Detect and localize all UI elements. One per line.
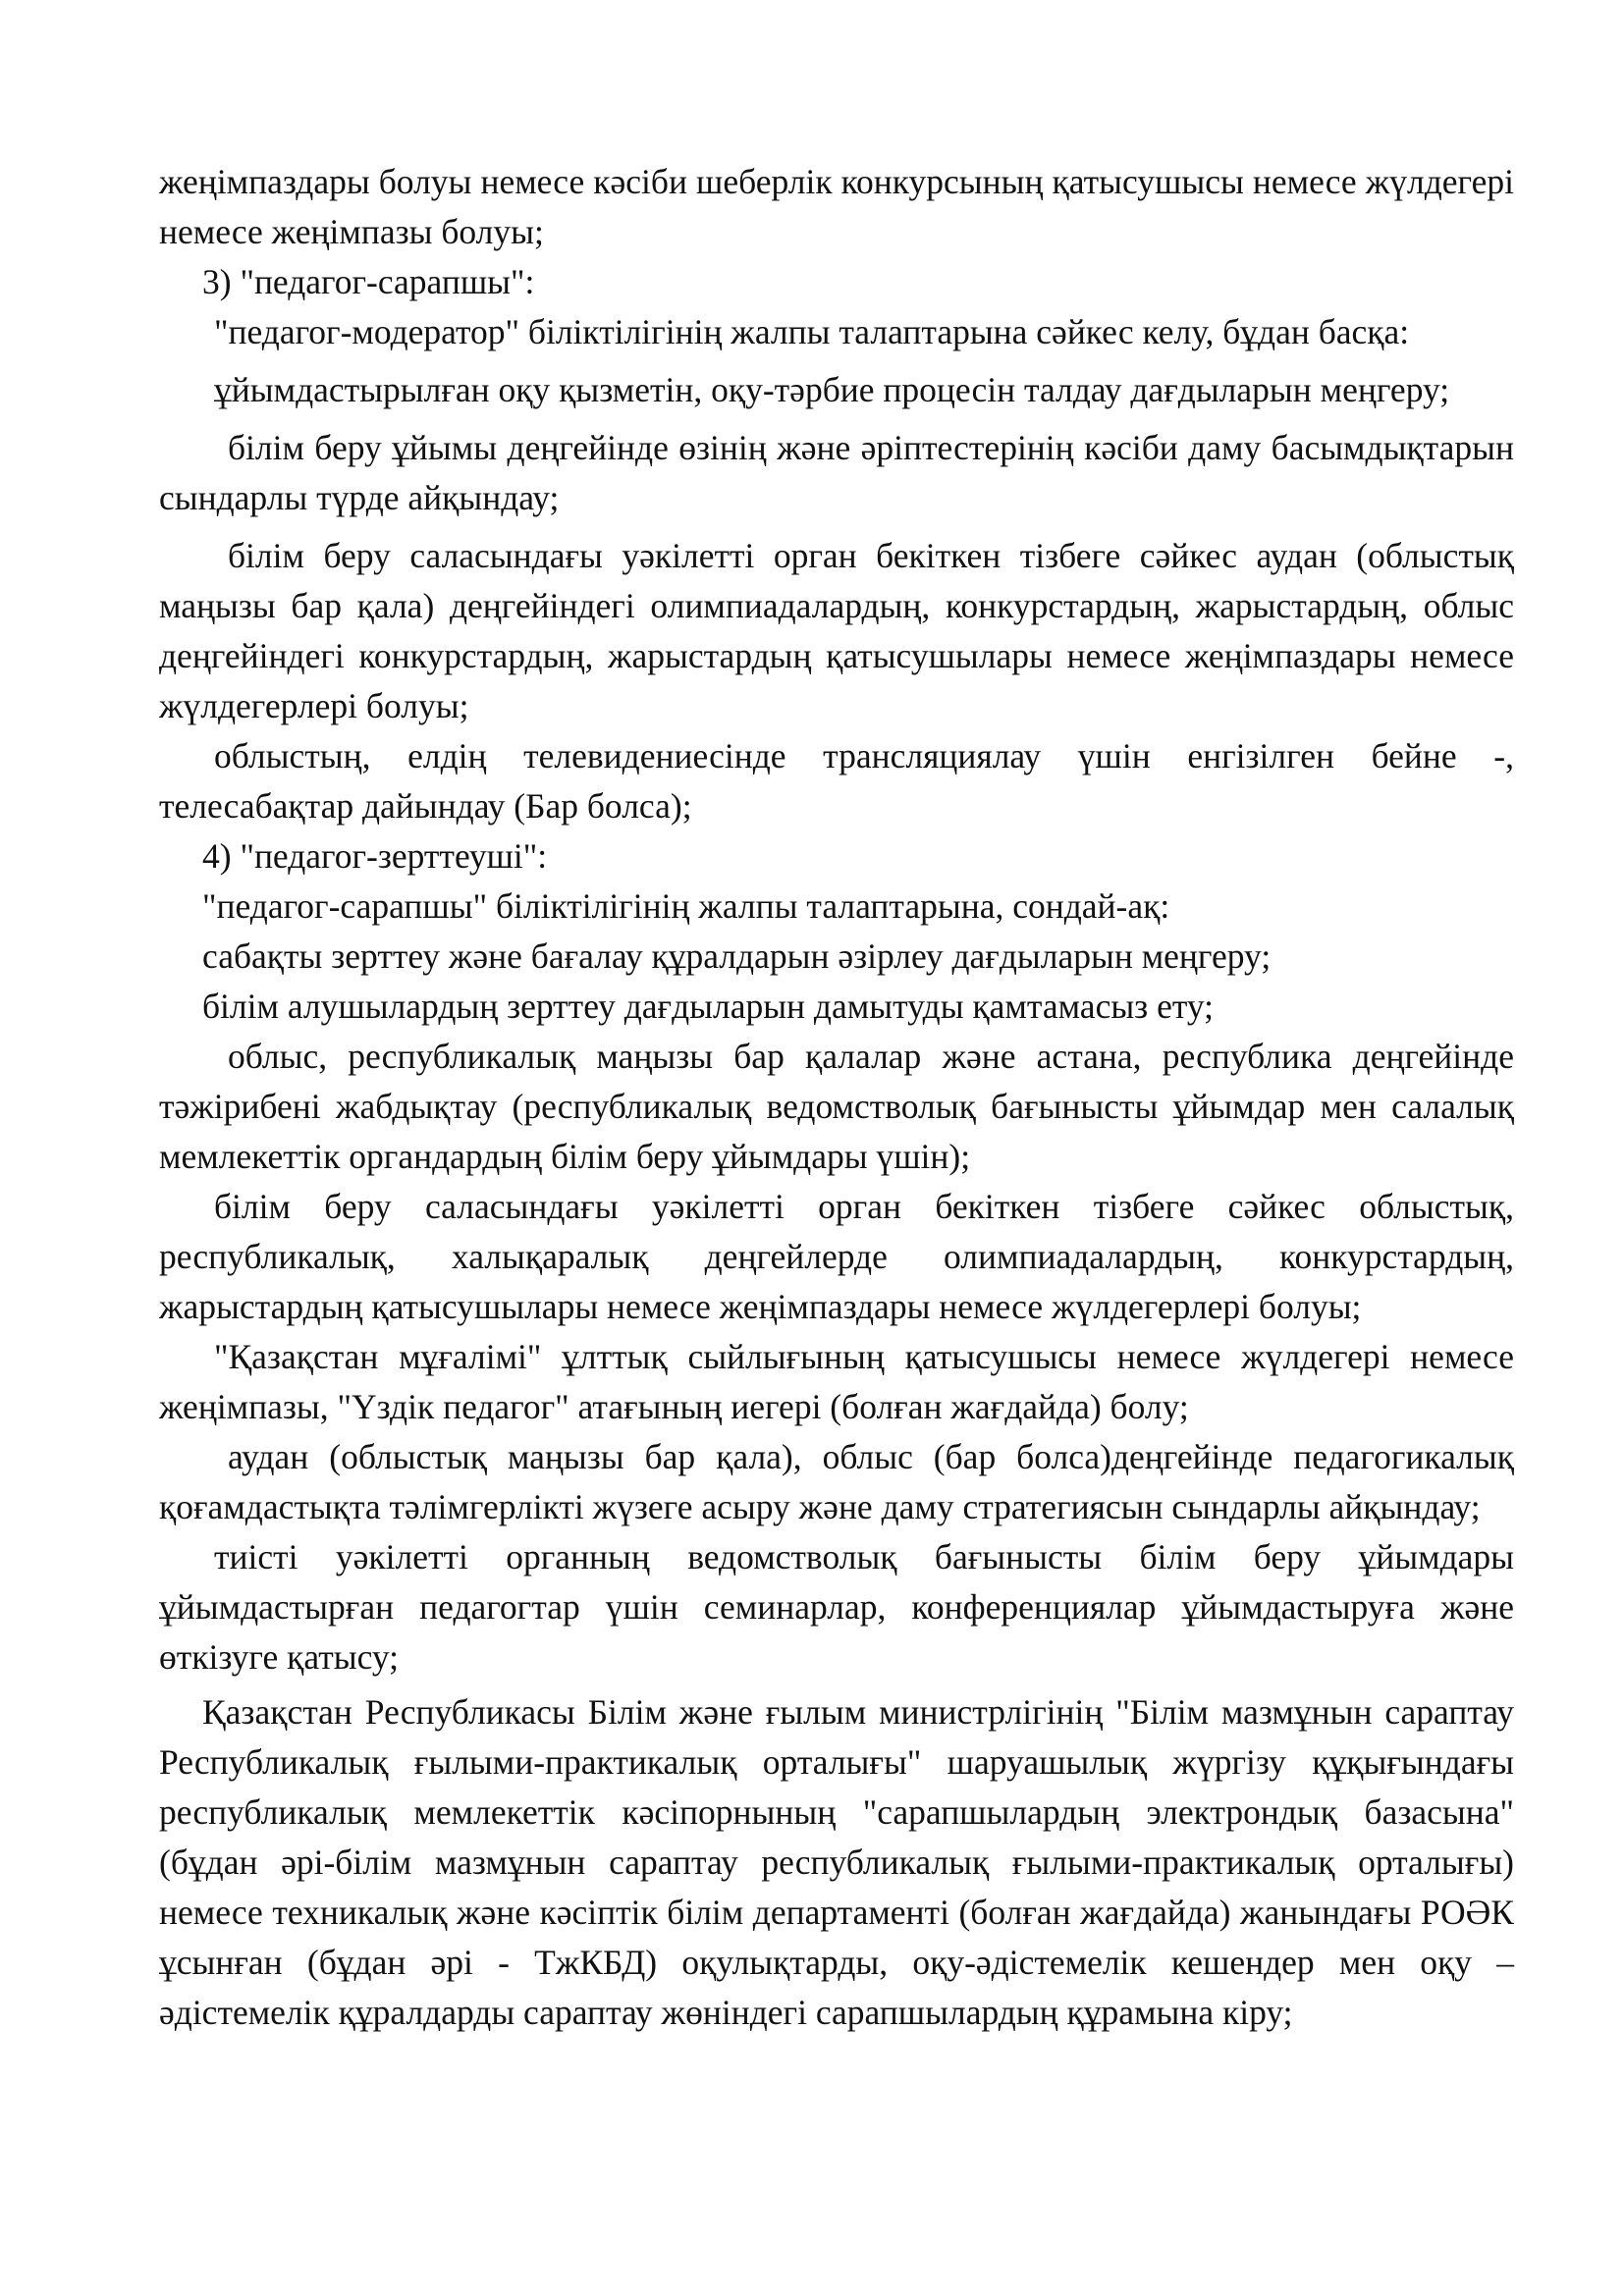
paragraph-15: аудан (облыстық маңызы бар қала), облыс (бар болса)деңгейінде педагогикалық қоғамдастықта тәлімгерлікті жүзеге асыру және даму стратегиясын сындарлы айқындау; [159, 1437, 1514, 1526]
paragraph-11: білім алушылардың зерттеу дағдыларын дамытуды қамтамасыз ету; [202, 987, 1215, 1026]
paragraph-14: "Қазақстан мұғалімі" ұлттық сыйлығының қатысушысы немесе жүлдегері немесе жеңімпазы, "Үздік педагог" атағының иегері (болған жағдайда) болу; [159, 1337, 1514, 1426]
paragraph-6: білім беру саласындағы уәкілетті орган бекіткен тізбеге сәйкес аудан (облыстық маңызы бар қала) деңгейіндегі олимпиадалардың, конкурстардың, жарыстардың, облыс деңгейіндегі конкурстардың, жарыстардың қатысушылары немесе жеңімпаздары немесе жүлдегерлері болуы; [159, 536, 1514, 725]
paragraph-17: Қазақстан Республикасы Білім және ғылым министрлігінің "Білім мазмұнын сараптау Республикалық ғылыми-практикалық орталығы" шаруашылық жүргізу құқығындағы республикалық мемлекеттік кәсіпорнының "сарапшылардың электрондық базасына" (бұдан әрі-білім мазмұнын сараптау республикалық ғылыми-практикалық орталығы) немесе техникалық және кәсіптік білім департаменті (болған жағдайда) жанындағы РОӘК ұсынған (бұдан әрі - ТжКБД) оқулықтарды, оқу-әдістемелік кешендер мен оқу – әдістемелік құралдарды сараптау жөніндегі сарапшылардың құрамына кіру; [159, 1692, 1514, 2032]
paragraph-7: облыстың, елдің телевидениесінде трансляциялау үшін енгізілген бейне -, телесабақтар дайындау (Бар болса); [159, 736, 1514, 826]
paragraph-9: "педагог-сарапшы" біліктілігінің жалпы талаптарына, сондай-ақ: [202, 886, 1170, 926]
paragraph-1: жеңімпаздары болуы немесе кәсіби шеберлік конкурсының қатысушысы немесе жүлдегері немесе жеңімпазы болуы; [159, 162, 1514, 251]
document-page [159, 157, 1514, 2038]
paragraph-12: облыс, республикалық маңызы бар қалалар және астана, республика деңгейінде тәжірибені жабдықтау (республикалық ведомстволық бағынысты ұйымдар мен салалық мемлекеттік органдардың білім беру ұйымдары үшін); [159, 1037, 1514, 1176]
paragraph-3: "педагог-модератор" біліктілігінің жалпы талаптарына сәйкес келу, бұдан басқа: [214, 312, 1410, 351]
list-heading-4: 4) "педагог-зерттеуші": [202, 836, 548, 876]
paragraph-4: ұйымдастырылған оқу қызметін, оқу-тәрбие процесін талдау дағдыларын меңгеру; [214, 370, 1450, 409]
paragraph-10: сабақты зерттеу және бағалау құралдарын әзірлеу дағдыларын меңгеру; [202, 936, 1272, 976]
list-heading-3: 3) "педагог-сарапшы": [202, 262, 535, 301]
paragraph-16: тиісті уәкілетті органның ведомстволық бағынысты білім беру ұйымдары ұйымдастырған педагогтар үшін семинарлар, конференциялар ұйымдастыруға және өткізуге қатысу; [159, 1537, 1514, 1677]
paragraph-5: білім беру ұйымы деңгейінде өзінің және әріптестерінің кәсіби даму басымдықтарын сындарлы түрде айқындау; [159, 428, 1514, 517]
paragraph-13: білім беру саласындағы уәкілетті орган бекіткен тізбеге сәйкес облыстық, республикалық, халықаралық деңгейлерде олимпиадалардың, конкурстардың, жарыстардың қатысушылары немесе жеңімпаздары немесе жүлдегерлері болуы; [159, 1187, 1514, 1326]
